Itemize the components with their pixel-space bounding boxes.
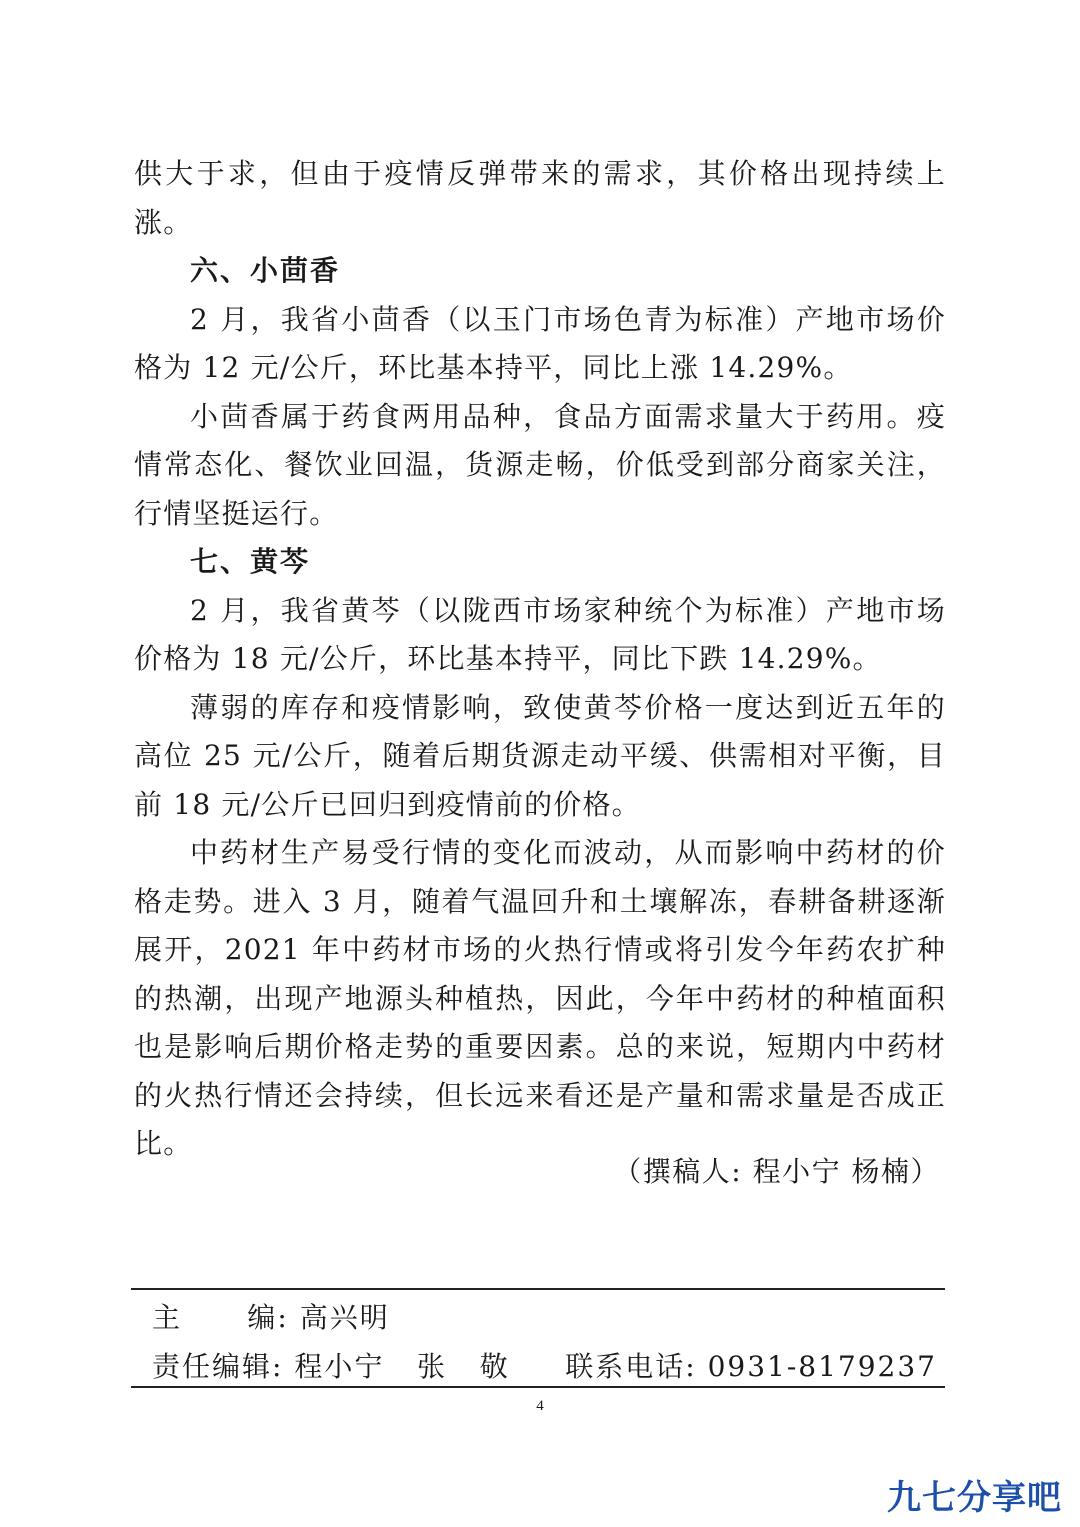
paragraph-summary: 中药材生产易受行情的变化而波动，从而影响中药材的价格走势。进入 3 月，随着气温回升和土壤解冻，春耕备耕逐渐展开，2021 年中药材市场的火热行情或将引发今年药农扩种的热潮，出现产地源头种植热，因此，今年中药材的种植面积也是影响后期价格走势的重要因素。总的来说，短期内中药材的火热行情还会持续，但长远来看还是产量和需求量是否成正比。: [134, 836, 946, 1160]
responsible-editor: 责任编辑: 程小宁 张 敬: [152, 1350, 510, 1383]
paragraph-continuation: 供大于求，但由于疫情反弹带来的需求，其价格出现持续上涨。: [134, 157, 946, 239]
footer-chief-editor-row: [152, 1296, 937, 1336]
paragraph-scutellaria-analysis: 薄弱的库存和疫情影响，致使黄芩价格一度达到近五年的高位 25 元/公斤，随着后期货源走动平缓、供需相对平衡，目前 18 元/公斤已回归到疫情前的价格。: [134, 690, 946, 821]
footer-editor-contact-row: [152, 1345, 937, 1385]
paragraph-fennel-price: 2 月，我省小茴香（以玉门市场色青为标准）产地市场价格为 12 元/公斤，环比基本持平，同比上涨 14.29%。: [134, 302, 946, 384]
paragraph-scutellaria-price: 2 月，我省黄芩（以陇西市场家种统个为标准）产地市场价格为 18 元/公斤，环比基本持平，同比下跌 14.29%。: [134, 593, 946, 675]
author-credit: （撰稿人: 程小宁 杨楠）: [613, 1155, 940, 1188]
section-heading-scutellaria: 七、黄芩: [190, 545, 311, 578]
footer-top-rule: [131, 1288, 945, 1290]
section-heading-fennel: 六、小茴香: [190, 254, 341, 287]
paragraph-fennel-analysis: 小茴香属于药食两用品种，食品方面需求量大于药用。疫情常态化、餐饮业回温，货源走畅，价低受到部分商家关注，行情坚挺运行。: [134, 399, 946, 530]
chief-editor: 主 编: 高兴明: [152, 1301, 390, 1334]
body-text: [134, 150, 946, 1169]
contact-phone: 联系电话: 0931-8179237: [565, 1350, 937, 1383]
watermark-logo: 九七分享吧: [887, 1478, 1062, 1518]
page-number: 4: [536, 1398, 544, 1414]
footer-bottom-rule: [131, 1386, 945, 1388]
